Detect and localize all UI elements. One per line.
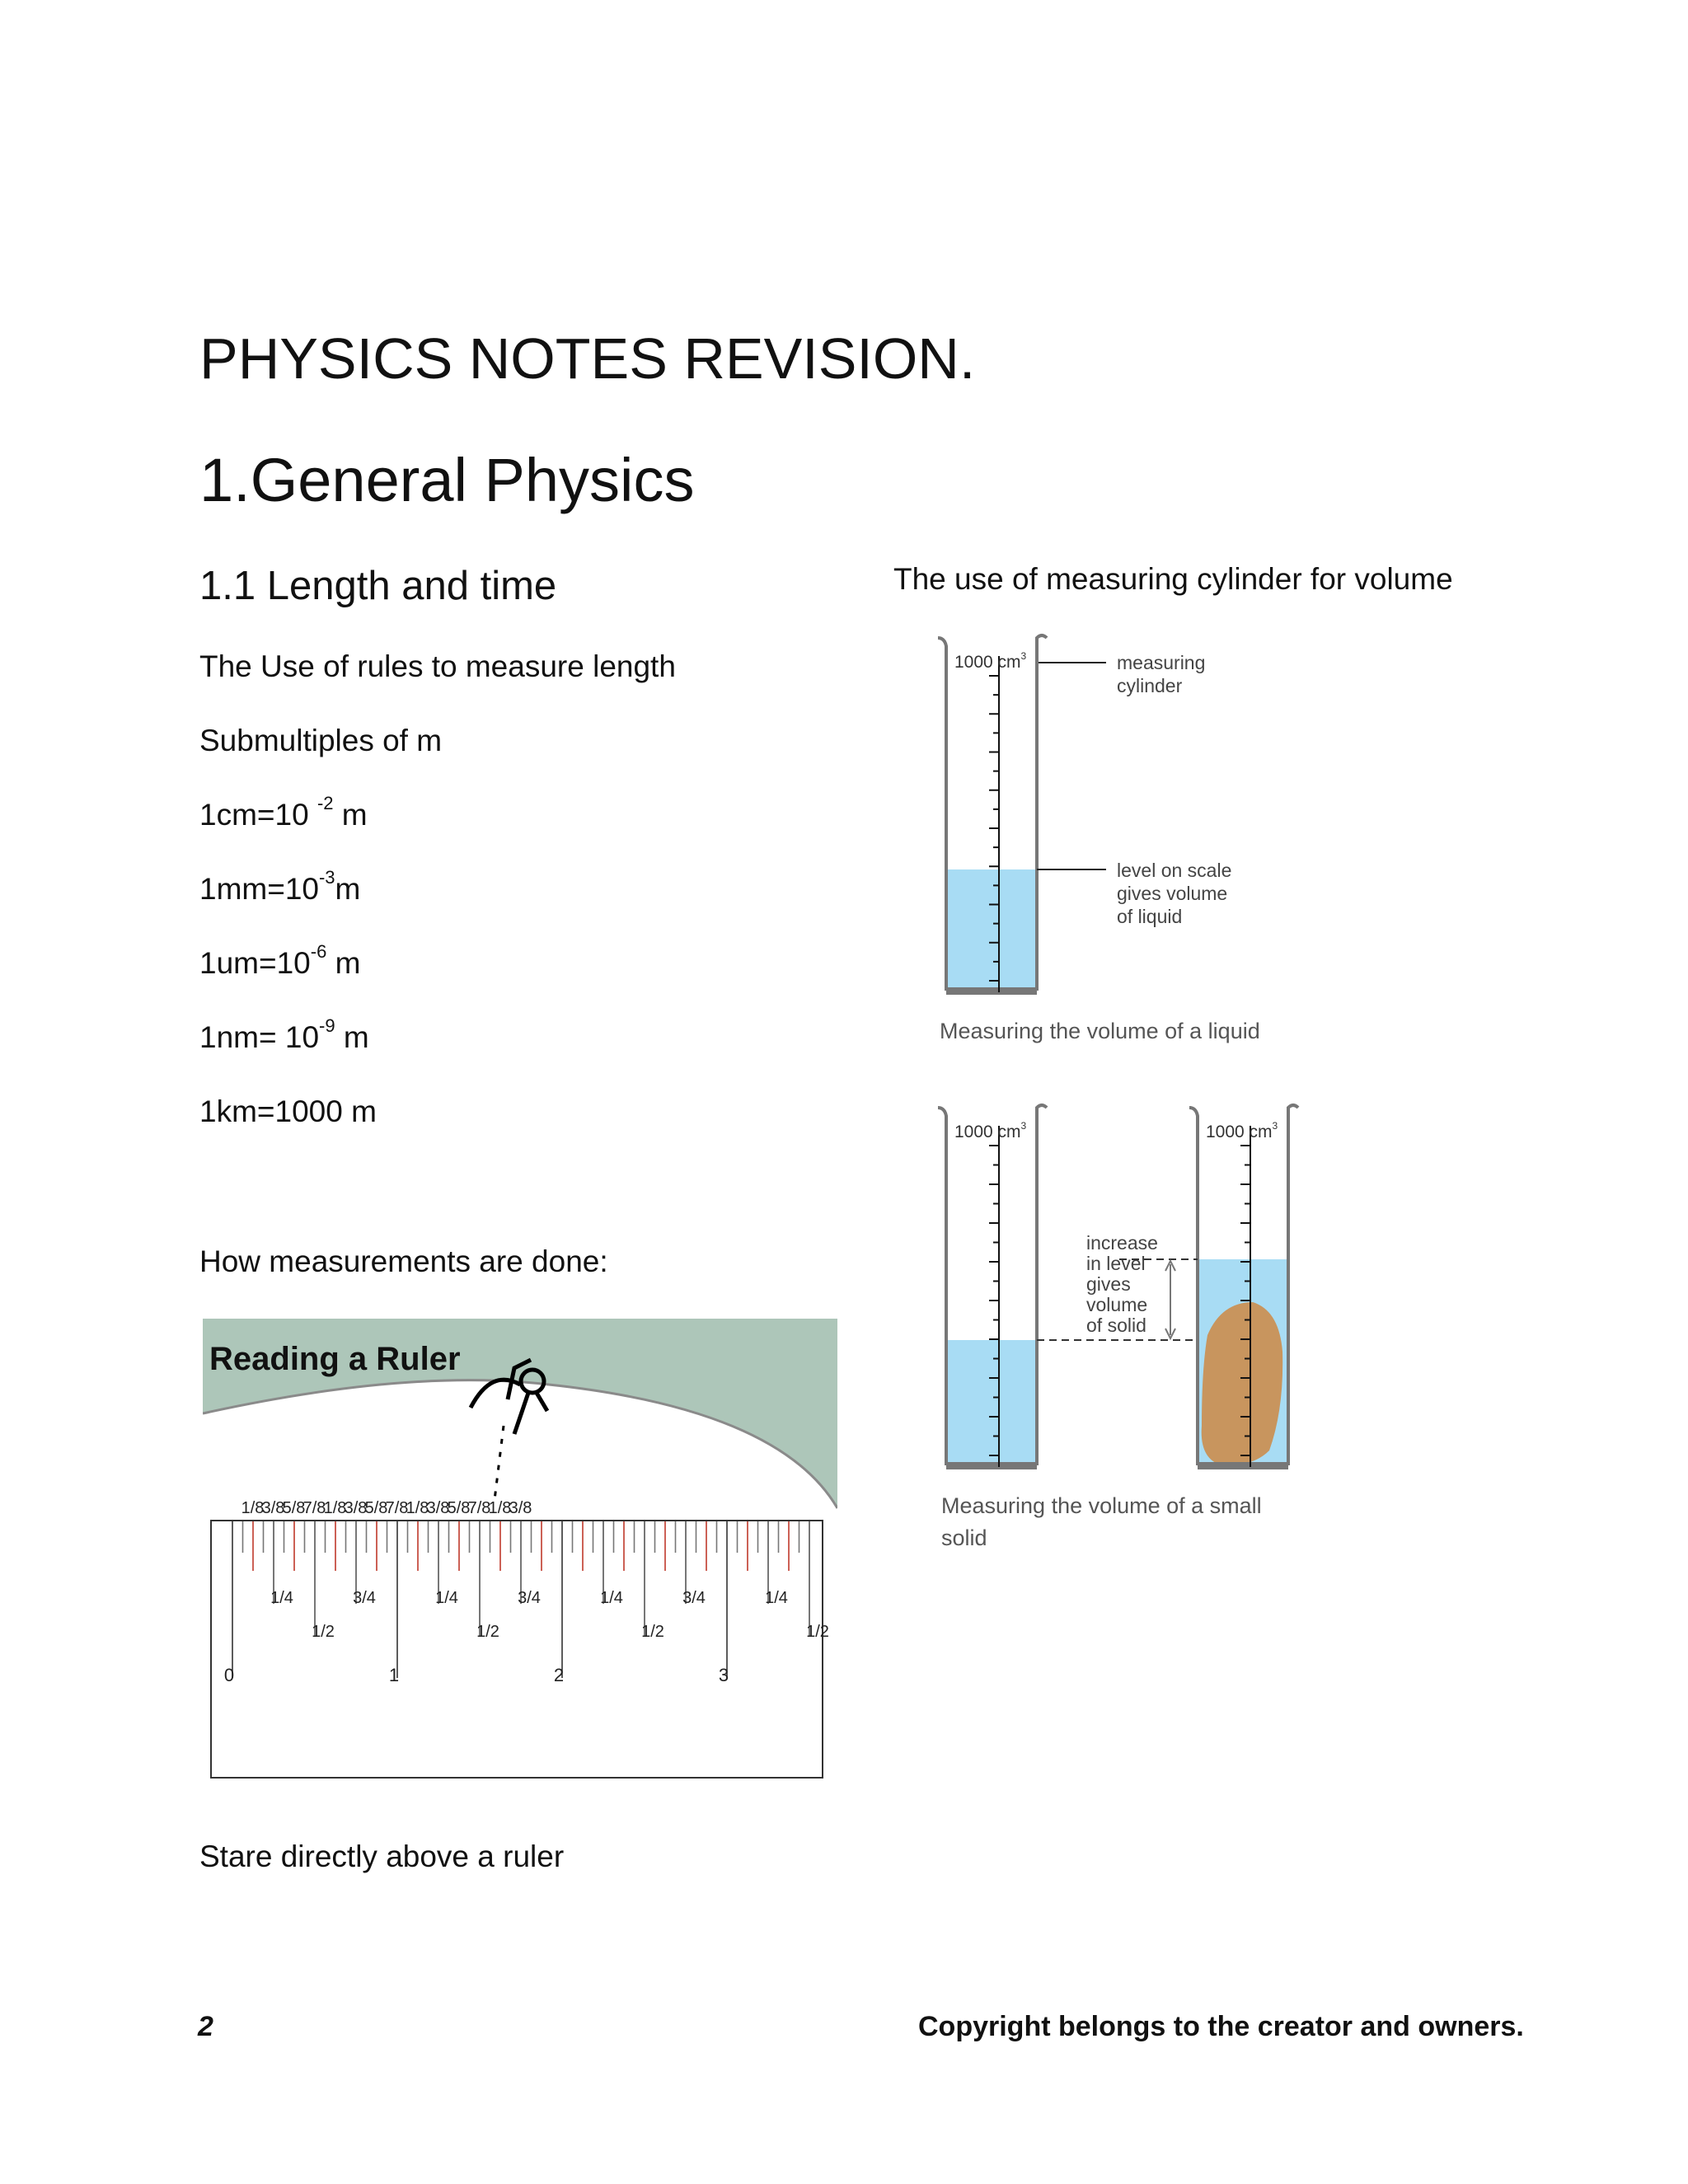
label-level-3: of liquid	[1117, 906, 1183, 927]
cylinder-1-scale-label: 1000 $cm^3$	[954, 650, 1027, 672]
ruler-top-label: 3/8	[509, 1499, 532, 1517]
page-number: 2	[198, 2011, 213, 2042]
copyright-notice: Copyright belongs to the creator and owners.	[918, 2011, 1524, 2042]
ruler-half-label: 1/2	[641, 1623, 664, 1641]
ruler-half-label: 1/2	[312, 1623, 335, 1641]
section-heading: 1.1 Length and time	[199, 564, 557, 608]
label-measuring: measuring	[1117, 652, 1206, 673]
ruler-inch-label: 0	[223, 1665, 235, 1685]
cylinder-figure-1	[923, 626, 1302, 1055]
ruler-top-label: 7/8	[467, 1499, 491, 1517]
label-cylinder: cylinder	[1117, 675, 1183, 696]
liquid-fill	[946, 869, 1037, 993]
submultiples-heading: Submultiples of m	[199, 724, 443, 757]
stare-text: Stare directly above a ruler	[199, 1840, 565, 1873]
ruler-top-label: 3/8	[261, 1499, 285, 1517]
ruler-top-label: 5/8	[282, 1499, 306, 1517]
ruler-top-label: 1/8	[241, 1499, 265, 1517]
cylinder-2-left-scale-label: 1000 $cm^3$	[954, 1120, 1027, 1141]
ruler-top-label: 3/8	[426, 1499, 450, 1517]
ruler-top-label: 1/8	[406, 1499, 429, 1517]
label-volume: volume	[1086, 1294, 1148, 1315]
label-level-2: gives volume	[1117, 883, 1228, 904]
conversion-nm: $1nm= 10^{-9}$ m	[199, 1015, 369, 1054]
ruler-quarter-label: 3/4	[518, 1589, 541, 1607]
ruler-figure	[203, 1319, 837, 1807]
conversion-um: $1um=10^{-6}$ m	[199, 941, 361, 980]
conversion-cm: 1cm=10 $^{-2}$ m	[199, 793, 368, 832]
liquid-fill-left	[946, 1340, 1037, 1464]
cylinder-figure-2	[923, 1096, 1311, 1558]
ruler-quarter-label: 1/4	[270, 1589, 293, 1607]
chapter-heading: 1.General Physics	[199, 446, 695, 514]
label-increase: increase	[1086, 1232, 1158, 1254]
use-of-rules-text: The Use of rules to measure length	[199, 649, 676, 683]
ruler-quarter-label: 3/4	[353, 1589, 376, 1607]
ruler-inch-label: 2	[553, 1665, 565, 1685]
ruler-figure-title: Reading a Ruler	[209, 1341, 461, 1377]
ruler-top-label: 5/8	[447, 1499, 471, 1517]
ruler-half-label: 1/2	[806, 1623, 829, 1641]
ruler-inch-label: 3	[718, 1665, 729, 1685]
conversion-mm: $1mm=10^{-3}m$	[199, 867, 361, 906]
ruler-top-label: 1/8	[488, 1499, 512, 1517]
label-in-level: in level	[1086, 1253, 1146, 1274]
conversion-km: 1km=1000 m	[199, 1094, 377, 1128]
ruler-body	[211, 1521, 823, 1778]
ruler-inch-label: 1	[388, 1665, 400, 1685]
label-of-solid: of solid	[1086, 1315, 1146, 1336]
cylinder-2-right-scale-label: 1000 $cm^3$	[1206, 1120, 1278, 1141]
document-title: PHYSICS NOTES REVISION.	[199, 326, 976, 391]
ruler-top-label: 7/8	[302, 1499, 326, 1517]
cylinder-2-caption-1: Measuring the volume of a small	[941, 1493, 1262, 1518]
ruler-quarter-label: 1/4	[435, 1589, 458, 1607]
label-level-1: level on scale	[1117, 860, 1232, 881]
ruler-half-label: 1/2	[476, 1623, 499, 1641]
how-measurements-text: How measurements are done:	[199, 1244, 608, 1278]
ruler-top-label: 1/8	[323, 1499, 347, 1517]
ruler-quarter-label: 1/4	[765, 1589, 788, 1607]
ruler-top-label: 7/8	[385, 1499, 409, 1517]
cylinder-heading: The use of measuring cylinder for volume	[893, 562, 1453, 596]
ruler-top-label: 3/8	[344, 1499, 368, 1517]
solid-object	[1202, 1302, 1283, 1465]
label-gives: gives	[1086, 1273, 1131, 1295]
ruler-top-label: 5/8	[364, 1499, 388, 1517]
ruler-quarter-label: 3/4	[682, 1589, 706, 1607]
cylinder-2-caption-2: solid	[941, 1526, 987, 1550]
cylinder-1-caption: Measuring the volume of a liquid	[940, 1019, 1260, 1043]
ruler-quarter-label: 1/4	[600, 1589, 623, 1607]
